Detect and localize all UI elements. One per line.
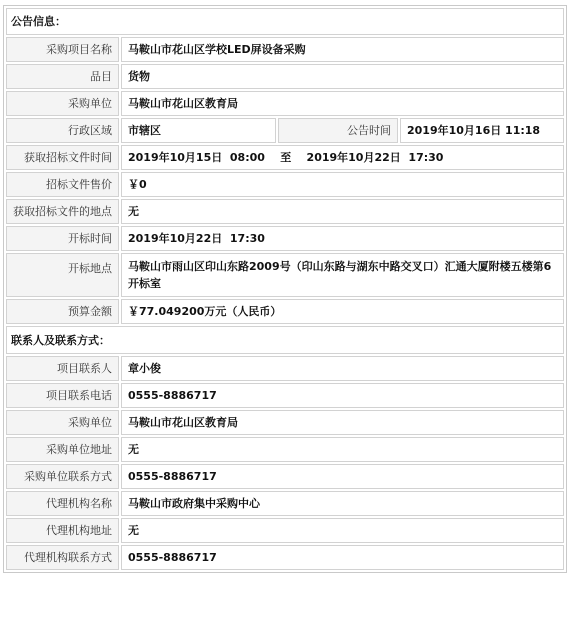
- buyer-addr-label: 采购单位地址: [6, 437, 119, 462]
- buyer-addr-value: 无: [121, 437, 564, 462]
- budget-value: ￥77.049200万元（人民币）: [121, 299, 564, 324]
- buyer2-label: 采购单位: [6, 410, 119, 435]
- announcement-panel: [3, 5, 567, 573]
- doc-place-label: 获取招标文件的地点: [6, 199, 119, 224]
- buyer-contact-label: 采购单位联系方式: [6, 464, 119, 489]
- agency-contact-value: 0555-8886717: [121, 545, 564, 570]
- contact-phone-label: 项目联系电话: [6, 383, 119, 408]
- budget-label: 预算金额: [6, 299, 119, 324]
- region-value: 市辖区: [121, 118, 276, 143]
- agency-addr-label: 代理机构地址: [6, 518, 119, 543]
- agency-label: 代理机构名称: [6, 491, 119, 516]
- doc-price-label: 招标文件售价: [6, 172, 119, 197]
- project-name-value: 马鞍山市花山区学校LED屏设备采购: [121, 37, 564, 62]
- open-place-label: 开标地点: [6, 253, 119, 297]
- agency-contact-label: 代理机构联系方式: [6, 545, 119, 570]
- doc-time-value: 2019年10月15日 08:00 至 2019年10月22日 17:30: [121, 145, 564, 170]
- buyer2-value: 马鞍山市花山区教育局: [121, 410, 564, 435]
- announce-time-label: 公告时间: [278, 118, 398, 143]
- doc-price-value: ￥0: [121, 172, 564, 197]
- buyer-label: 采购单位: [6, 91, 119, 116]
- category-label: 品目: [6, 64, 119, 89]
- doc-time-label: 获取招标文件时间: [6, 145, 119, 170]
- region-label: 行政区域: [6, 118, 119, 143]
- buyer-value: 马鞍山市花山区教育局: [121, 91, 564, 116]
- contact-value: 章小俊: [121, 356, 564, 381]
- open-time-value: 2019年10月22日 17:30: [121, 226, 564, 251]
- open-time-label: 开标时间: [6, 226, 119, 251]
- category-value: 货物: [121, 64, 564, 89]
- contact-phone-value: 0555-8886717: [121, 383, 564, 408]
- buyer-contact-value: 0555-8886717: [121, 464, 564, 489]
- announcement-table: [4, 6, 566, 572]
- agency-addr-value: 无: [121, 518, 564, 543]
- section-announcement-title: 公告信息：: [6, 8, 564, 35]
- doc-place-value: 无: [121, 199, 564, 224]
- contact-label: 项目联系人: [6, 356, 119, 381]
- project-name-label: 采购项目名称: [6, 37, 119, 62]
- announce-time-value: 2019年10月16日 11:18: [400, 118, 564, 143]
- agency-value: 马鞍山市政府集中采购中心: [121, 491, 564, 516]
- open-place-value: 马鞍山市雨山区印山东路2009号（印山东路与湖东中路交叉口）汇通大厦附楼五楼第6开标室: [121, 253, 564, 297]
- section-contact-title: 联系人及联系方式：: [6, 326, 564, 354]
